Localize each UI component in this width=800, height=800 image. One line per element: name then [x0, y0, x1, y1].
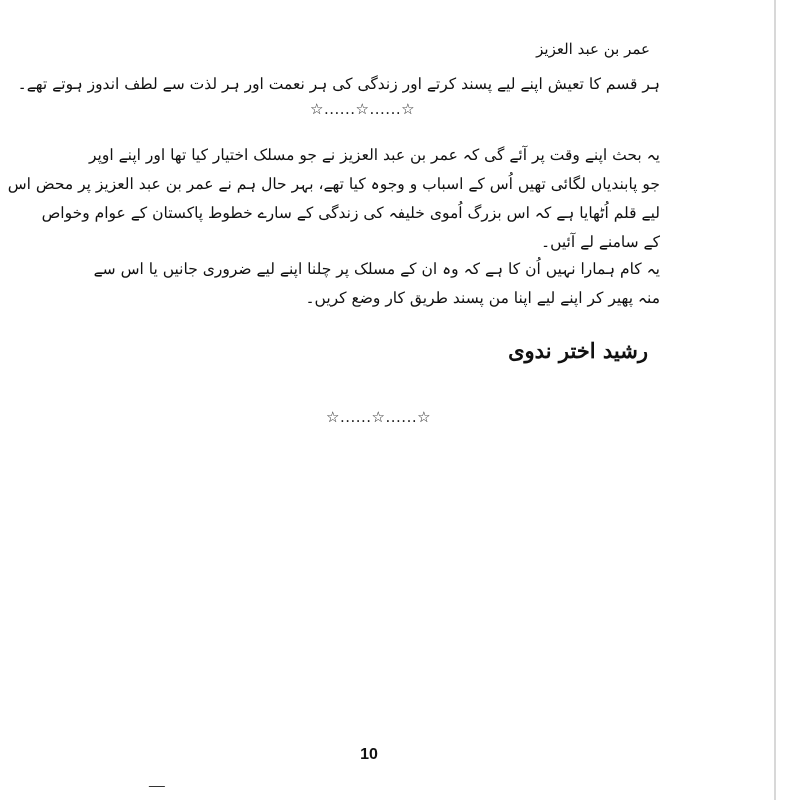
paragraph-3 — [93, 255, 660, 313]
page-number: 10 — [360, 746, 378, 763]
corner-scan-mark — [143, 786, 165, 797]
text-line: کے سامنے لے آئیں۔ — [541, 233, 660, 251]
text-line: یہ بحث اپنے وقت پر آئے گی کہ عمر بن عبد العزیز نے جو مسلک اختیار کیا تھا اور اپنے اوپر — [88, 146, 660, 164]
text-line: ہر قسم کا تعیش اپنے لیے پسند کرتے اور زندگی کی ہر نعمت اور ہر لذت سے لطف اندوز ہوتے تھے۔ — [17, 75, 660, 93]
text-line: یہ کام ہمارا نہیں اُن کا ہے کہ وہ ان کے مسلک پر چلنا اپنے لیے ضروری جانیں یا اس سے — [93, 260, 660, 278]
author-signature: رشید اختر ندوی — [508, 338, 648, 363]
paragraph-1 — [17, 70, 660, 99]
star-separator-end: ☆......☆......☆ — [326, 408, 432, 426]
star-separator: ☆......☆......☆ — [310, 100, 416, 118]
page-spine-shadow — [774, 0, 776, 800]
text-line: جو پابندیاں لگائی تھیں اُس کے اسباب و وجوہ کیا تھے، بہر حال ہم نے عمر بن عبد العزیز پر محض اس — [7, 175, 660, 193]
text-line: لیے قلم اُٹھایا ہے کہ اس بزرگ اُموی خلیفہ کی زندگی کے سارے خطوط پاکستان کے عوام وخواص — [41, 204, 660, 222]
running-head: عمر بن عبد العزیز — [536, 40, 650, 58]
paragraph-2 — [7, 141, 660, 257]
text-line: منہ پھیر کر اپنے لیے اپنا من پسند طریق کار وضع کریں۔ — [305, 289, 660, 307]
